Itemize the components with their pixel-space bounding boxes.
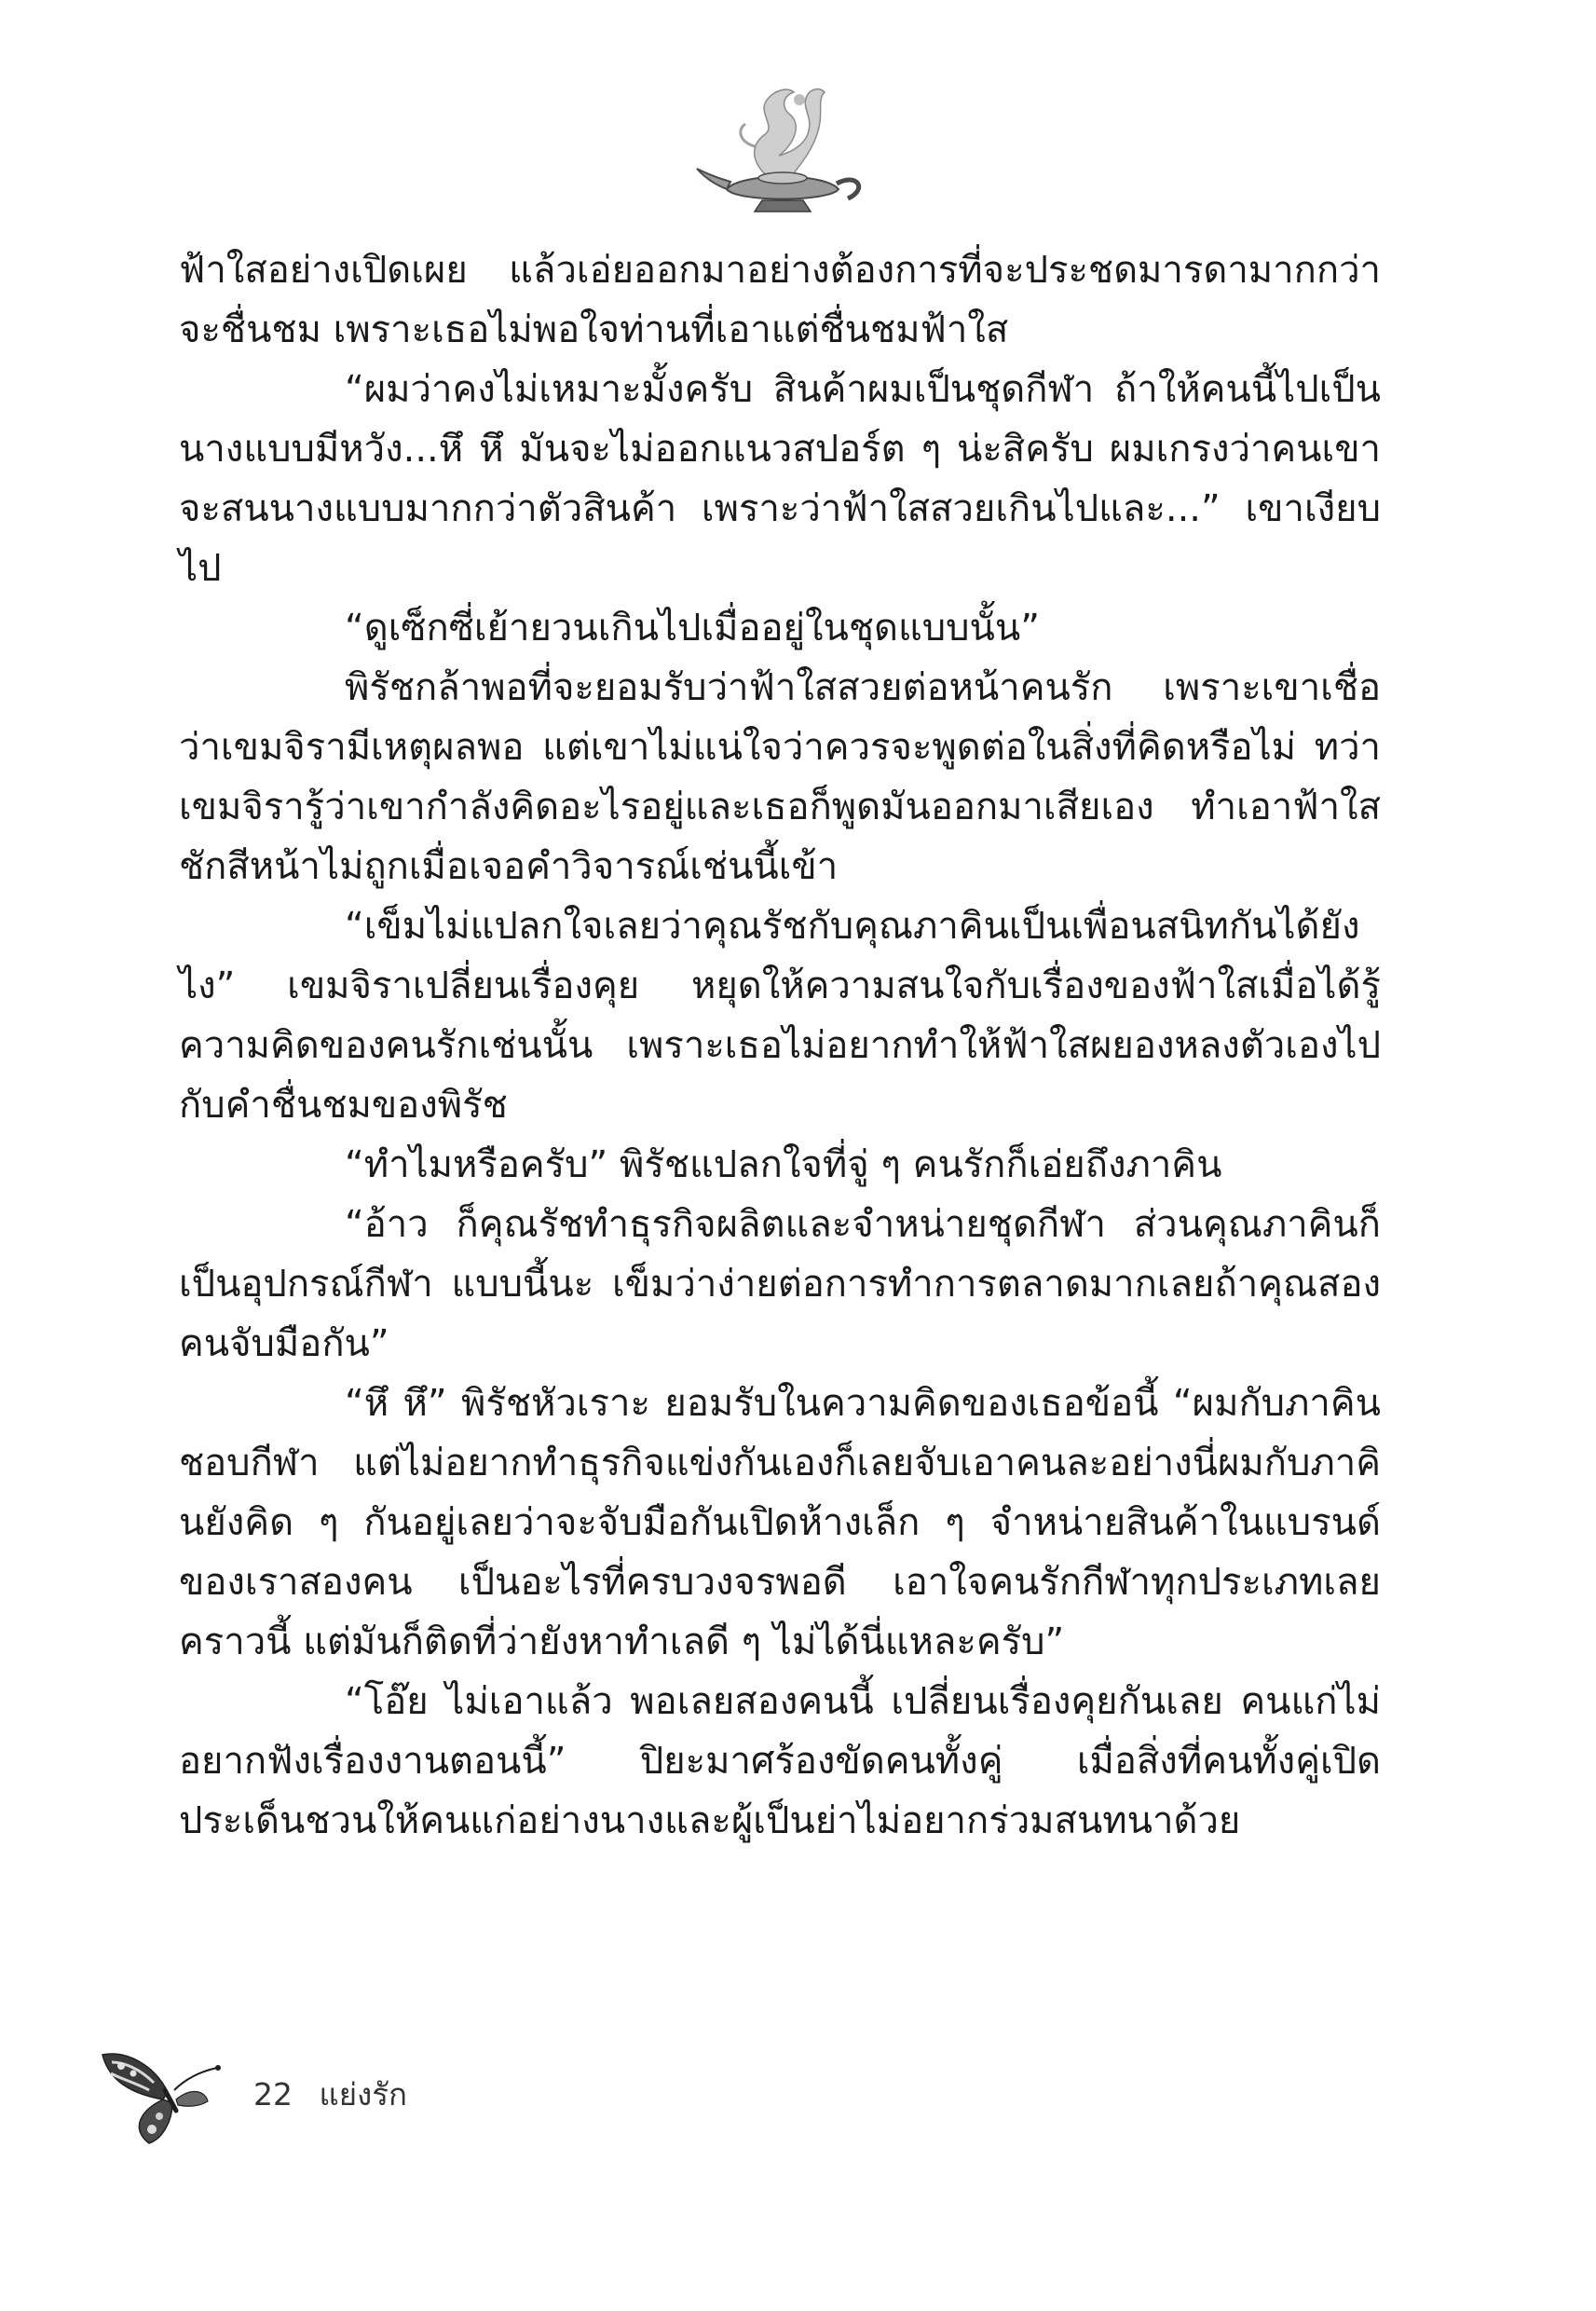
body-paragraph: พิรัชกล้าพอที่จะยอมรับว่าฟ้าใสสวยต่อหน้าคนรัก เพราะเขาเชื่อว่าเขมจิรามีเหตุผลพอ แต่เขาไม่แน่ใจว่าควรจะพูดต่อในสิ่งที่คิดหรือไม่ ทว่าเขมจิรารู้ว่าเขากำลังคิดอะไรอยู่และเธอก็พูดมันออกมาเสียเอง ทำเอาฟ้าใสชักสีหน้าไม่ถูกเมื่อเจอคำวิจารณ์เช่นนี้เข้า: [179, 666, 1381, 888]
body-paragraph: “ดูเซ็กซี่เย้ายวนเกินไปเมื่ออยู่ในชุดแบบนั้น”: [345, 607, 1040, 650]
body-paragraph: “ผมว่าคงไม่เหมาะมั้งครับ สินค้าผมเป็นชุดกีฬา ถ้าให้คนนี้ไปเป็นนางแบบมีหวัง...หึ หึ มันจะไม่ออกแนวสปอร์ต ๆ น่ะสิครับ ผมเกรงว่าคนเขาจะสนนางแบบมากกว่าตัวสินค้า เพราะว่าฟ้าใสสวยเกินไปและ...” เขาเงียบไป: [179, 368, 1381, 590]
page-footer: [253, 2076, 407, 2113]
body-paragraph: “โอ๊ย ไม่เอาแล้ว พอเลยสองคนนี้ เปลี่ยนเรื่องคุยกันเลย คนแก่ไม่อยากฟังเรื่องงานตอนนี้” ปิยะมาศร้องขัดคนทั้งคู่ เมื่อสิ่งที่คนทั้งคู่เปิดประเด็นชวนให้คนแก่อย่างนางและผู้เป็นย่าไม่อยากร่วมสนทนาด้วย: [179, 1680, 1381, 1842]
body-paragraph: “เข็มไม่แปลกใจเลยว่าคุณรัชกับคุณภาคินเป็นเพื่อนสนิทกันได้ยังไง” เขมจิราเปลี่ยนเรื่องคุย หยุดให้ความสนใจกับเรื่องของฟ้าใสเมื่อได้รู้ความคิดของคนรักเช่นนั้น เพราะเธอไม่อยากทำให้ฟ้าใสผยองหลงตัวเองไปกับคำชื่นชมของพิรัช: [179, 905, 1381, 1127]
body-paragraph: “อ้าว ก็คุณรัชทำธุรกิจผลิตและจำหน่ายชุดกีฬา ส่วนคุณภาคินก็เป็นอุปกรณ์กีฬา แบบนี้นะ เข็มว่าง่ายต่อการทำการตลาดมากเลยถ้าคุณสองคนจับมือกัน”: [179, 1203, 1381, 1365]
body-paragraph: “หึ หึ” พิรัชหัวเราะ ยอมรับในความคิดของเธอข้อนี้ “ผมกับภาคินชอบกีฬา แต่ไม่อยากทำธุรกิจแข่งกันเองก็เลยจับเอาคนละอย่างนี่ผมกับภาคินยังคิด ๆ กันอยู่เลยว่าจะจับมือกันเปิดห้างเล็ก ๆ จำหน่ายสินค้าในแบรนด์ของเราสองคน เป็นอะไรที่ครบวงจรพอดี เอาใจคนรักกีฬาทุกประเภทเลยคราวนี้ แต่มันก็ติดที่ว่ายังหาทำเลดี ๆ ไม่ได้นี่แหละครับ”: [179, 1382, 1381, 1663]
body-text: [179, 240, 1381, 1851]
body-paragraph: ฟ้าใสอย่างเปิดเผย แล้วเอ่ยออกมาอย่างต้องการที่จะประชดมารดามากกว่าจะชื่นชม เพราะเธอไม่พอใจท่านที่เอาแต่ชื่นชมฟ้าใส: [179, 249, 1381, 351]
genie-lamp-ornament-icon: [689, 79, 876, 219]
body-paragraph: “ทำไมหรือครับ” พิรัชแปลกใจที่จู่ ๆ คนรักก็เอ่ยถึงภาคิน: [345, 1143, 1222, 1186]
butterfly-ornament-icon: [98, 2045, 238, 2148]
book-title: แย่งรัก: [319, 2076, 407, 2113]
page-number: 22: [253, 2076, 293, 2113]
